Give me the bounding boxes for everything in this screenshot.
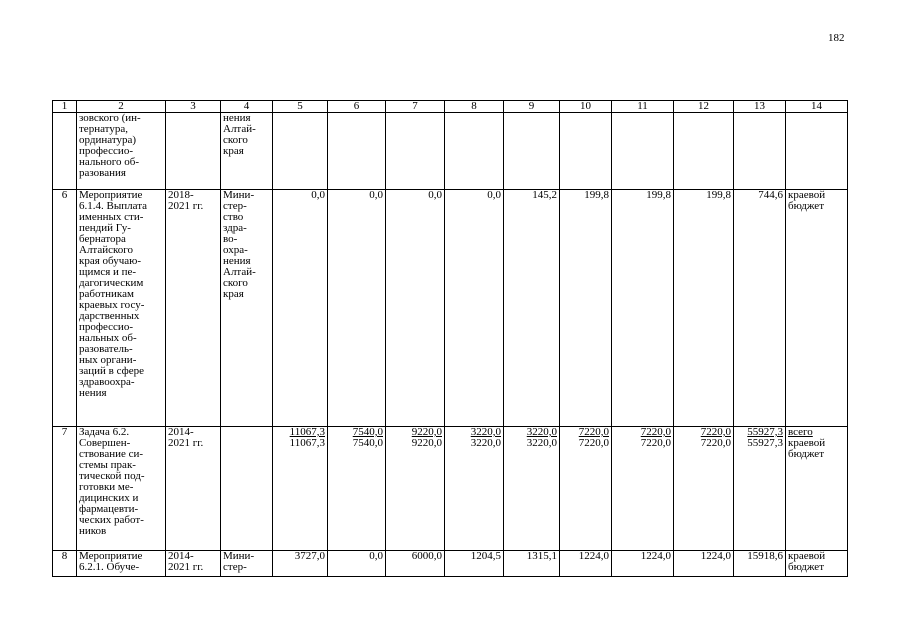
cell-text-line: нения bbox=[79, 387, 107, 399]
cell-text-line: 2021 гг. bbox=[168, 200, 204, 212]
cell-text-line: готовки ме- bbox=[79, 481, 134, 493]
column-header: 4 bbox=[221, 101, 273, 113]
value-cell: 15918,6 bbox=[734, 551, 786, 577]
column-header: 3 bbox=[166, 101, 221, 113]
row-number: 7 bbox=[53, 427, 77, 551]
cell-text-line: зовского (ин- bbox=[79, 112, 141, 124]
cell-text-line: стер- bbox=[223, 561, 247, 573]
value-cell: 1224,0 bbox=[560, 551, 612, 577]
cell-text-line: 2014- bbox=[168, 426, 194, 438]
value-cell: 0,0 bbox=[445, 190, 504, 427]
cell-text-line: 6.2.1. Обуче- bbox=[79, 561, 140, 573]
value-cell: 3220,0 3220,0 bbox=[504, 427, 560, 551]
column-header: 12 bbox=[674, 101, 734, 113]
source-cell bbox=[786, 190, 848, 427]
value-cell: 9220,0 9220,0 bbox=[386, 427, 445, 551]
cell-text-line: 2018- bbox=[168, 189, 194, 201]
cell-text-line: ствование си- bbox=[79, 448, 144, 460]
cell-text-line: работникам bbox=[79, 288, 134, 300]
cell-text-line: тернатура, bbox=[79, 123, 128, 135]
table-row bbox=[53, 551, 848, 577]
budget-table bbox=[52, 100, 848, 577]
value-cell: 744,6 bbox=[734, 190, 786, 427]
cell-text-line: нальных об- bbox=[79, 332, 137, 344]
value-cell: 7540,0 7540,0 bbox=[328, 427, 386, 551]
cell-text-line: здравоохра- bbox=[79, 376, 135, 388]
cell-text-line: Совершен- bbox=[79, 437, 131, 449]
cell-text-line: ство bbox=[223, 211, 244, 223]
column-header: 8 bbox=[445, 101, 504, 113]
source-cell: всего краевой бюджет bbox=[786, 427, 848, 551]
page-number: 182 bbox=[828, 32, 845, 44]
cell-text-line: краевой bbox=[788, 550, 826, 562]
table-row bbox=[53, 113, 848, 190]
cell-text-line: охра- bbox=[223, 244, 248, 256]
event-name-cell bbox=[77, 427, 166, 551]
cell-text-line: стемы прак- bbox=[79, 459, 136, 471]
value-cell: 3727,0 bbox=[273, 551, 328, 577]
period-cell bbox=[166, 551, 221, 577]
period-cell bbox=[166, 427, 221, 551]
period-cell bbox=[166, 190, 221, 427]
cell-text-line: ных органи- bbox=[79, 354, 137, 366]
cell-text-line: Задача 6.2. bbox=[79, 426, 130, 438]
cell-text-line: дагогическим bbox=[79, 277, 144, 289]
cell-text-line: стер- bbox=[223, 200, 247, 212]
row-number bbox=[53, 113, 77, 190]
column-header: 7 bbox=[386, 101, 445, 113]
period-cell bbox=[166, 113, 221, 190]
cell-text-line: дарственных bbox=[79, 310, 140, 322]
column-header: 2 bbox=[77, 101, 166, 113]
column-number-row bbox=[53, 101, 848, 113]
cell-text-line: ского bbox=[223, 277, 248, 289]
cell-text-line: пендий Гу- bbox=[79, 222, 131, 234]
value-cell: 3220,0 3220,0 bbox=[445, 427, 504, 551]
value-cell: 199,8 bbox=[560, 190, 612, 427]
cell-text-line: края обучаю- bbox=[79, 255, 142, 267]
cell-text-line: тической под- bbox=[79, 470, 145, 482]
cell-text-line: краевой bbox=[788, 189, 826, 201]
cell-text-line: Мини- bbox=[223, 550, 255, 562]
value-cell: 199,8 bbox=[674, 190, 734, 427]
column-header: 6 bbox=[328, 101, 386, 113]
column-header: 13 bbox=[734, 101, 786, 113]
cell-text-line: 2021 гг. bbox=[168, 437, 204, 449]
executor-cell bbox=[221, 551, 273, 577]
cell-text-line: нения bbox=[223, 255, 251, 267]
cell-text-line: края bbox=[223, 288, 244, 300]
cell-text-line: нального об- bbox=[79, 156, 140, 168]
cell-text-line: бюджет bbox=[788, 561, 824, 573]
cell-text-line: бернатора bbox=[79, 233, 126, 245]
cell-text-line: Алтай- bbox=[223, 123, 256, 135]
cell-text-line: 2014- bbox=[168, 550, 194, 562]
cell-text-line: здра- bbox=[223, 222, 247, 234]
cell-text-line: Мероприятие bbox=[79, 550, 143, 562]
cell-text-line: бюджет bbox=[788, 200, 824, 212]
value-cell: 1315,1 bbox=[504, 551, 560, 577]
cell-text-line: края bbox=[223, 145, 244, 157]
column-header: 5 bbox=[273, 101, 328, 113]
column-header: 1 bbox=[53, 101, 77, 113]
column-header: 9 bbox=[504, 101, 560, 113]
event-name-cell bbox=[77, 551, 166, 577]
executor-cell bbox=[221, 113, 273, 190]
cell-text-line: во- bbox=[223, 233, 238, 245]
value-cell: 145,2 bbox=[504, 190, 560, 427]
cell-text-line: разователь- bbox=[79, 343, 133, 355]
cell-text-line: дицинских и bbox=[79, 492, 139, 504]
value-cell: 0,0 bbox=[328, 551, 386, 577]
cell-text-line: фармацевти- bbox=[79, 503, 139, 515]
cell-text-line: Алтай- bbox=[223, 266, 256, 278]
value-cell: 0,0 bbox=[328, 190, 386, 427]
cell-text-line: Мероприятие bbox=[79, 189, 143, 201]
value-cell: 11067,3 11067,3 bbox=[273, 427, 328, 551]
cell-text-line: нения bbox=[223, 112, 251, 124]
value-cell: 7220,0 7220,0 bbox=[674, 427, 734, 551]
event-name-cell bbox=[77, 113, 166, 190]
cell-text-line: ников bbox=[79, 525, 107, 537]
cell-text-line: ческих работ- bbox=[79, 514, 144, 526]
cell-text-line: профессио- bbox=[79, 145, 133, 157]
value-cell: 0,0 bbox=[273, 190, 328, 427]
cell-text-line: Мини- bbox=[223, 189, 255, 201]
cell-text-line: разования bbox=[79, 167, 126, 179]
executor-cell bbox=[221, 427, 273, 551]
column-header: 14 bbox=[786, 101, 848, 113]
value-cell: 7220,0 7220,0 bbox=[612, 427, 674, 551]
value-cell: 1204,5 bbox=[445, 551, 504, 577]
value-cell: 55927,3 55927,3 bbox=[734, 427, 786, 551]
executor-cell bbox=[221, 190, 273, 427]
cell-text-line: ского bbox=[223, 134, 248, 146]
cell-text-line: 6.1.4. Выплата bbox=[79, 200, 148, 212]
value-cell: 7220,0 7220,0 bbox=[560, 427, 612, 551]
value-cell: 6000,0 bbox=[386, 551, 445, 577]
cell-text-line: ординатура) bbox=[79, 134, 137, 146]
row-number: 8 bbox=[53, 551, 77, 577]
cell-text-line: профессио- bbox=[79, 321, 133, 333]
value-cell: 1224,0 bbox=[674, 551, 734, 577]
value-cell: 1224,0 bbox=[612, 551, 674, 577]
cell-text-line: краевых госу- bbox=[79, 299, 145, 311]
value-cell: 0,0 bbox=[386, 190, 445, 427]
source-cell bbox=[786, 113, 848, 190]
source-cell bbox=[786, 551, 848, 577]
column-header: 10 bbox=[560, 101, 612, 113]
column-header: 11 bbox=[612, 101, 674, 113]
cell-text-line: щимся и пе- bbox=[79, 266, 137, 278]
cell-text-line: Алтайского bbox=[79, 244, 134, 256]
cell-text-line: 2021 гг. bbox=[168, 561, 204, 573]
cell-text-line: именных сти- bbox=[79, 211, 144, 223]
table-row bbox=[53, 190, 848, 427]
table-row bbox=[53, 427, 848, 551]
event-name-cell bbox=[77, 190, 166, 427]
cell-text-line: заций в сфере bbox=[79, 365, 144, 377]
value-cell: 199,8 bbox=[612, 190, 674, 427]
row-number: 6 bbox=[53, 190, 77, 427]
